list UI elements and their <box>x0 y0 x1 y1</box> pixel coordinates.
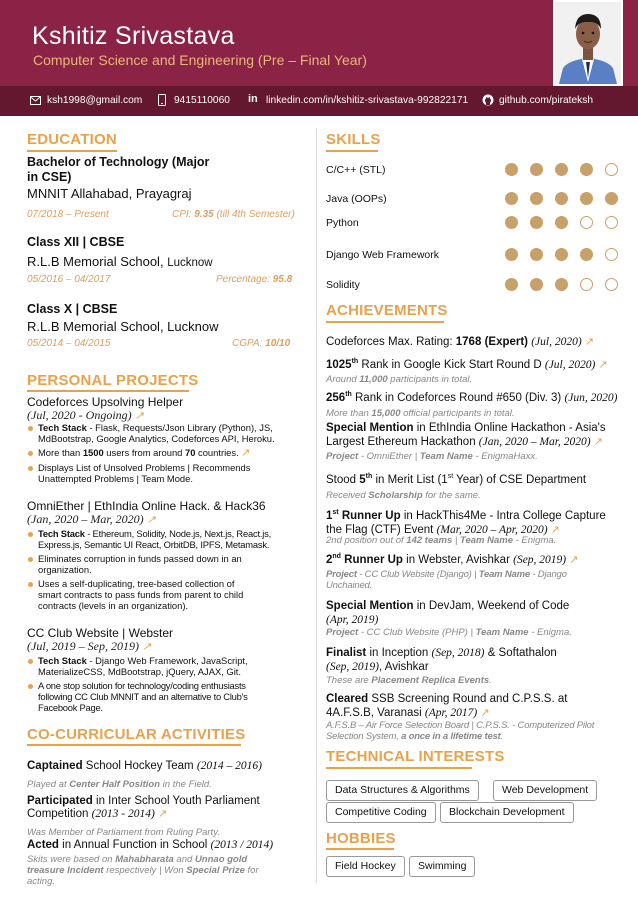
external-link-icon[interactable]: ↗ <box>141 641 152 653</box>
bullet-icon <box>28 659 33 664</box>
achievement-note: Project - CC Club Website (PHP) | Team Name - Enigma. <box>326 627 572 638</box>
skill-label: C/C++ (STL) <box>326 164 386 176</box>
bullet-text: More than 1500 users from around 70 countries. ↗ <box>38 447 251 459</box>
achievements-title: ACHIEVEMENTS <box>326 302 448 319</box>
interest-tag: Data Structures & Algorithms <box>326 780 479 801</box>
skill-dot-filled <box>580 192 593 205</box>
external-link-icon[interactable]: ↗ <box>569 554 579 566</box>
hobby-tag: Swimming <box>409 856 475 877</box>
bullet-text: Tech Stack - Ethereum, Solidity, Node.js, Next.js, React.js, Express.js, Semantic UI React, OrbitDB, IPFS, Metamask. <box>38 528 272 550</box>
column-divider <box>316 128 317 883</box>
edu-institute: R.L.B Memorial School, Lucknow <box>27 319 219 334</box>
interests-title: TECHNICAL INTERESTS <box>326 748 505 765</box>
bullet-text: A one stop solution for technology/coding enthusiasts following CC Club MNNIT and an alternative to Club's Facebook Page. <box>38 680 248 713</box>
activity-title: Participated in Inter School Youth Parliament Competition (2013 - 2014) ↗ <box>27 795 260 820</box>
achievement-note: These are Placement Replica Events. <box>326 675 492 686</box>
external-link-icon[interactable]: ↗ <box>158 808 168 820</box>
bullet-text: Tech Stack - Django Web Framework, JavaScript, MaterializeCSS, MdBootstrap, jQuery, AJAX, Git. <box>38 655 248 677</box>
bullet-icon <box>28 466 33 471</box>
project-dates: (Jul, 2019 – Sep, 2019) ↗ <box>27 639 152 653</box>
bullet-icon <box>28 532 33 537</box>
achievement-note: Project - OmniEther | Team Name - EnigmaHaxx. <box>326 451 538 462</box>
external-link-icon[interactable]: ↗ <box>593 436 604 448</box>
achievement-title: 256th Rank in Codeforces Round #650 (Div. 3) (Jun, 2020) <box>326 391 618 404</box>
skill-dot-filled <box>580 163 593 176</box>
phone-number[interactable]: 9415110060 <box>174 95 230 106</box>
skills-title: SKILLS <box>326 131 381 148</box>
bullet-icon <box>28 582 33 587</box>
skill-dot-filled <box>580 248 593 261</box>
edu-dates: 05/2014 – 04/2015 <box>27 338 111 349</box>
contact-bar <box>0 86 638 116</box>
skill-dot-empty <box>580 278 593 291</box>
education-rule <box>27 150 117 152</box>
edu-degree-line1: Bachelor of Technology (Major <box>27 155 210 169</box>
skill-dot-empty <box>605 248 618 261</box>
skill-label: Django Web Framework <box>326 249 440 261</box>
interest-tag: Blockchain Development <box>440 802 574 823</box>
skill-label: Python <box>326 217 359 229</box>
achievement-title: Special Mention in DevJam, Weekend of Code (Apr, 2019) <box>326 600 570 626</box>
github-link[interactable]: github.com/pirateksh <box>499 95 594 106</box>
project-name: OmniEther | EthIndia Online Hack. & Hack36 <box>27 499 266 513</box>
projects-rule <box>27 390 189 392</box>
cocurricular-rule <box>27 744 241 746</box>
achievement-note: A.F.S.B – Air Force Selection Board | C.P.S.S. - Computerized Pilot Selection System, a once in a lifetime test. <box>326 720 595 742</box>
achievement-title: Stood 5th in Merit List (1st Year) of CSE Department <box>326 473 587 486</box>
hobbies-rule <box>326 848 394 850</box>
phone-icon <box>158 94 166 106</box>
external-link-icon[interactable]: ↗ <box>241 447 251 459</box>
skill-dot-empty <box>580 216 593 229</box>
skill-dot-filled <box>555 248 568 261</box>
achievement-note: Around 11,000 participants in total. <box>326 374 473 385</box>
hobby-tag: Field Hockey <box>326 856 405 877</box>
skill-dot-filled <box>505 216 518 229</box>
edu-degree: Class XII | CBSE <box>27 235 125 249</box>
skill-dot-filled <box>555 163 568 176</box>
skill-dot-empty <box>605 278 618 291</box>
activity-note: Skits were based on Mahabharata and Unnao gold treasure Incident respectively | Won Special Prize for acting. <box>27 854 259 887</box>
skill-dot-empty <box>605 216 618 229</box>
edu-dates: 07/2018 – Present <box>27 209 109 220</box>
skill-label: Java (OOPs) <box>326 193 387 205</box>
external-link-icon[interactable]: ↗ <box>146 514 156 526</box>
bullet-text: Uses a self-duplicating, tree-based collection of smart contracts to pass funds from parent to child contracts (levels in an organization). <box>38 578 244 611</box>
edu-degree: Class X | CBSE <box>27 302 118 316</box>
interest-tag: Competitive Coding <box>326 802 436 823</box>
external-link-icon[interactable]: ↗ <box>480 707 490 719</box>
edu-score: Percentage: 95.8 <box>216 274 293 285</box>
header-band <box>0 0 638 86</box>
activity-title: Acted in Annual Function in School (2013 / 2014) <box>27 839 274 851</box>
bullet-icon <box>28 684 33 689</box>
bullet-text: Tech Stack - Flask, Requests/Json Library (Python), JS, MdBootstrap, Google Analytics, Codeforces API, Heroku. <box>38 422 275 444</box>
external-link-icon[interactable]: ↗ <box>134 410 144 422</box>
activity-title: Captained School Hockey Team (2014 – 2016) <box>27 760 262 772</box>
education-title: EDUCATION <box>27 131 117 148</box>
skill-dot-filled <box>505 192 518 205</box>
email-link[interactable]: ksh1998@gmail.com <box>47 95 143 106</box>
external-link-icon[interactable]: ↗ <box>598 359 608 371</box>
mail-icon <box>30 96 41 105</box>
skill-dot-filled <box>530 248 543 261</box>
skill-dot-filled <box>505 248 518 261</box>
external-link-icon[interactable]: ↗ <box>550 523 560 536</box>
person-name: Kshitiz Srivastava <box>32 22 235 50</box>
bullet-icon <box>28 557 33 562</box>
person-subtitle: Computer Science and Engineering (Pre – Final Year) <box>33 52 367 68</box>
achievement-title: 1025th Rank in Google Kick Start Round D (Jul, 2020) ↗ <box>326 358 608 371</box>
interest-tag: Web Development <box>493 780 597 801</box>
activity-note: Was Member of Parliament from Ruling Party. <box>27 827 220 838</box>
bullet-text: Eliminates corruption in funds passed down in an organization. <box>38 553 242 575</box>
achievement-title: Cleared SSB Screening Round and C.P.S.S. at 4A.F.S.B, Varanasi (Apr, 2017) ↗ <box>326 693 568 719</box>
cocurricular-title: CO-CURRICULAR ACTIVITIES <box>27 726 246 743</box>
edu-dates: 05/2016 – 04/2017 <box>27 274 111 285</box>
skill-dot-filled <box>505 163 518 176</box>
skill-dot-filled <box>505 278 518 291</box>
linkedin-link[interactable]: linkedin.com/in/kshitiz-srivastava-992822171 <box>266 95 469 106</box>
github-icon <box>482 94 494 106</box>
skill-dot-filled <box>555 192 568 205</box>
edu-institute: MNNIT Allahabad, Prayagraj <box>27 186 192 201</box>
achievement-title: 1st Runner Up in HackThis4Me - Intra College Capture the Flag (CTF) Event (Mar, 2020 – Apr, 2020) ↗ <box>326 509 606 536</box>
hobbies-title: HOBBIES <box>326 830 396 847</box>
edu-score: CPI: 9.35 (till 4th Semester) <box>172 209 295 220</box>
project-dates: (Jul, 2020 - Ongoing) ↗ <box>27 408 144 422</box>
skill-dot-filled <box>605 192 618 205</box>
bullet-text: Displays List of Unsolved Problems | Recommends Unattempted Problems | Team Mode. <box>38 462 251 484</box>
skill-dot-empty <box>605 163 618 176</box>
achievements-rule <box>326 321 444 323</box>
achievement-note: 2nd position out of 142 teams | Team Name - Enigma. <box>326 535 557 546</box>
person-portrait-icon <box>555 2 621 84</box>
projects-title: PERSONAL PROJECTS <box>27 372 199 389</box>
achievement-note: Project - CC Club Website (Django) | Team Name - Django Unchained. <box>326 569 567 591</box>
achievement-note: Received Scholarship for the same. <box>326 490 481 501</box>
activity-note: Played at Center Half Position in the Field. <box>27 779 212 790</box>
skill-label: Solidity <box>326 279 360 291</box>
project-name: Codeforces Upsolving Helper <box>27 395 184 409</box>
skill-dot-filled <box>530 192 543 205</box>
achievement-note: More than 15,000 official participants in total. <box>326 408 515 419</box>
skill-dot-filled <box>530 216 543 229</box>
project-dates: (Jan, 2020 – Mar, 2020) ↗ <box>27 512 156 526</box>
skill-dot-filled <box>555 216 568 229</box>
interests-rule <box>326 767 472 769</box>
skill-dot-filled <box>555 278 568 291</box>
skill-dot-filled <box>530 163 543 176</box>
achievement-title: Finalist in Inception (Sep, 2018) & Softathalon (Sep, 2019), Avishkar <box>326 647 557 673</box>
bullet-icon <box>28 451 33 456</box>
edu-institute: R.L.B Memorial School, Lucknow <box>27 254 213 269</box>
achievement-title: Special Mention in EthIndia Online Hackathon - Asia's Largest Ethereum Hackathon (Jan, 2020 – Mar, 2020) ↗ <box>326 422 606 448</box>
profile-photo <box>553 0 623 86</box>
skill-dot-filled <box>530 278 543 291</box>
linkedin-icon: in <box>248 93 258 105</box>
project-name: CC Club Website | Webster <box>27 626 174 640</box>
bullet-icon <box>28 426 33 431</box>
skills-rule <box>326 150 378 152</box>
achievement-title: 2nd Runner Up in Webster, Avishkar (Sep, 2019) ↗ <box>326 553 579 566</box>
achievement-title: Codeforces Max. Rating: 1768 (Expert) (Jul, 2020) ↗ <box>326 336 595 348</box>
edu-degree-line2: in CSE) <box>27 170 72 184</box>
external-link-icon[interactable]: ↗ <box>584 336 595 348</box>
edu-score: CGPA: 10/10 <box>232 338 291 349</box>
